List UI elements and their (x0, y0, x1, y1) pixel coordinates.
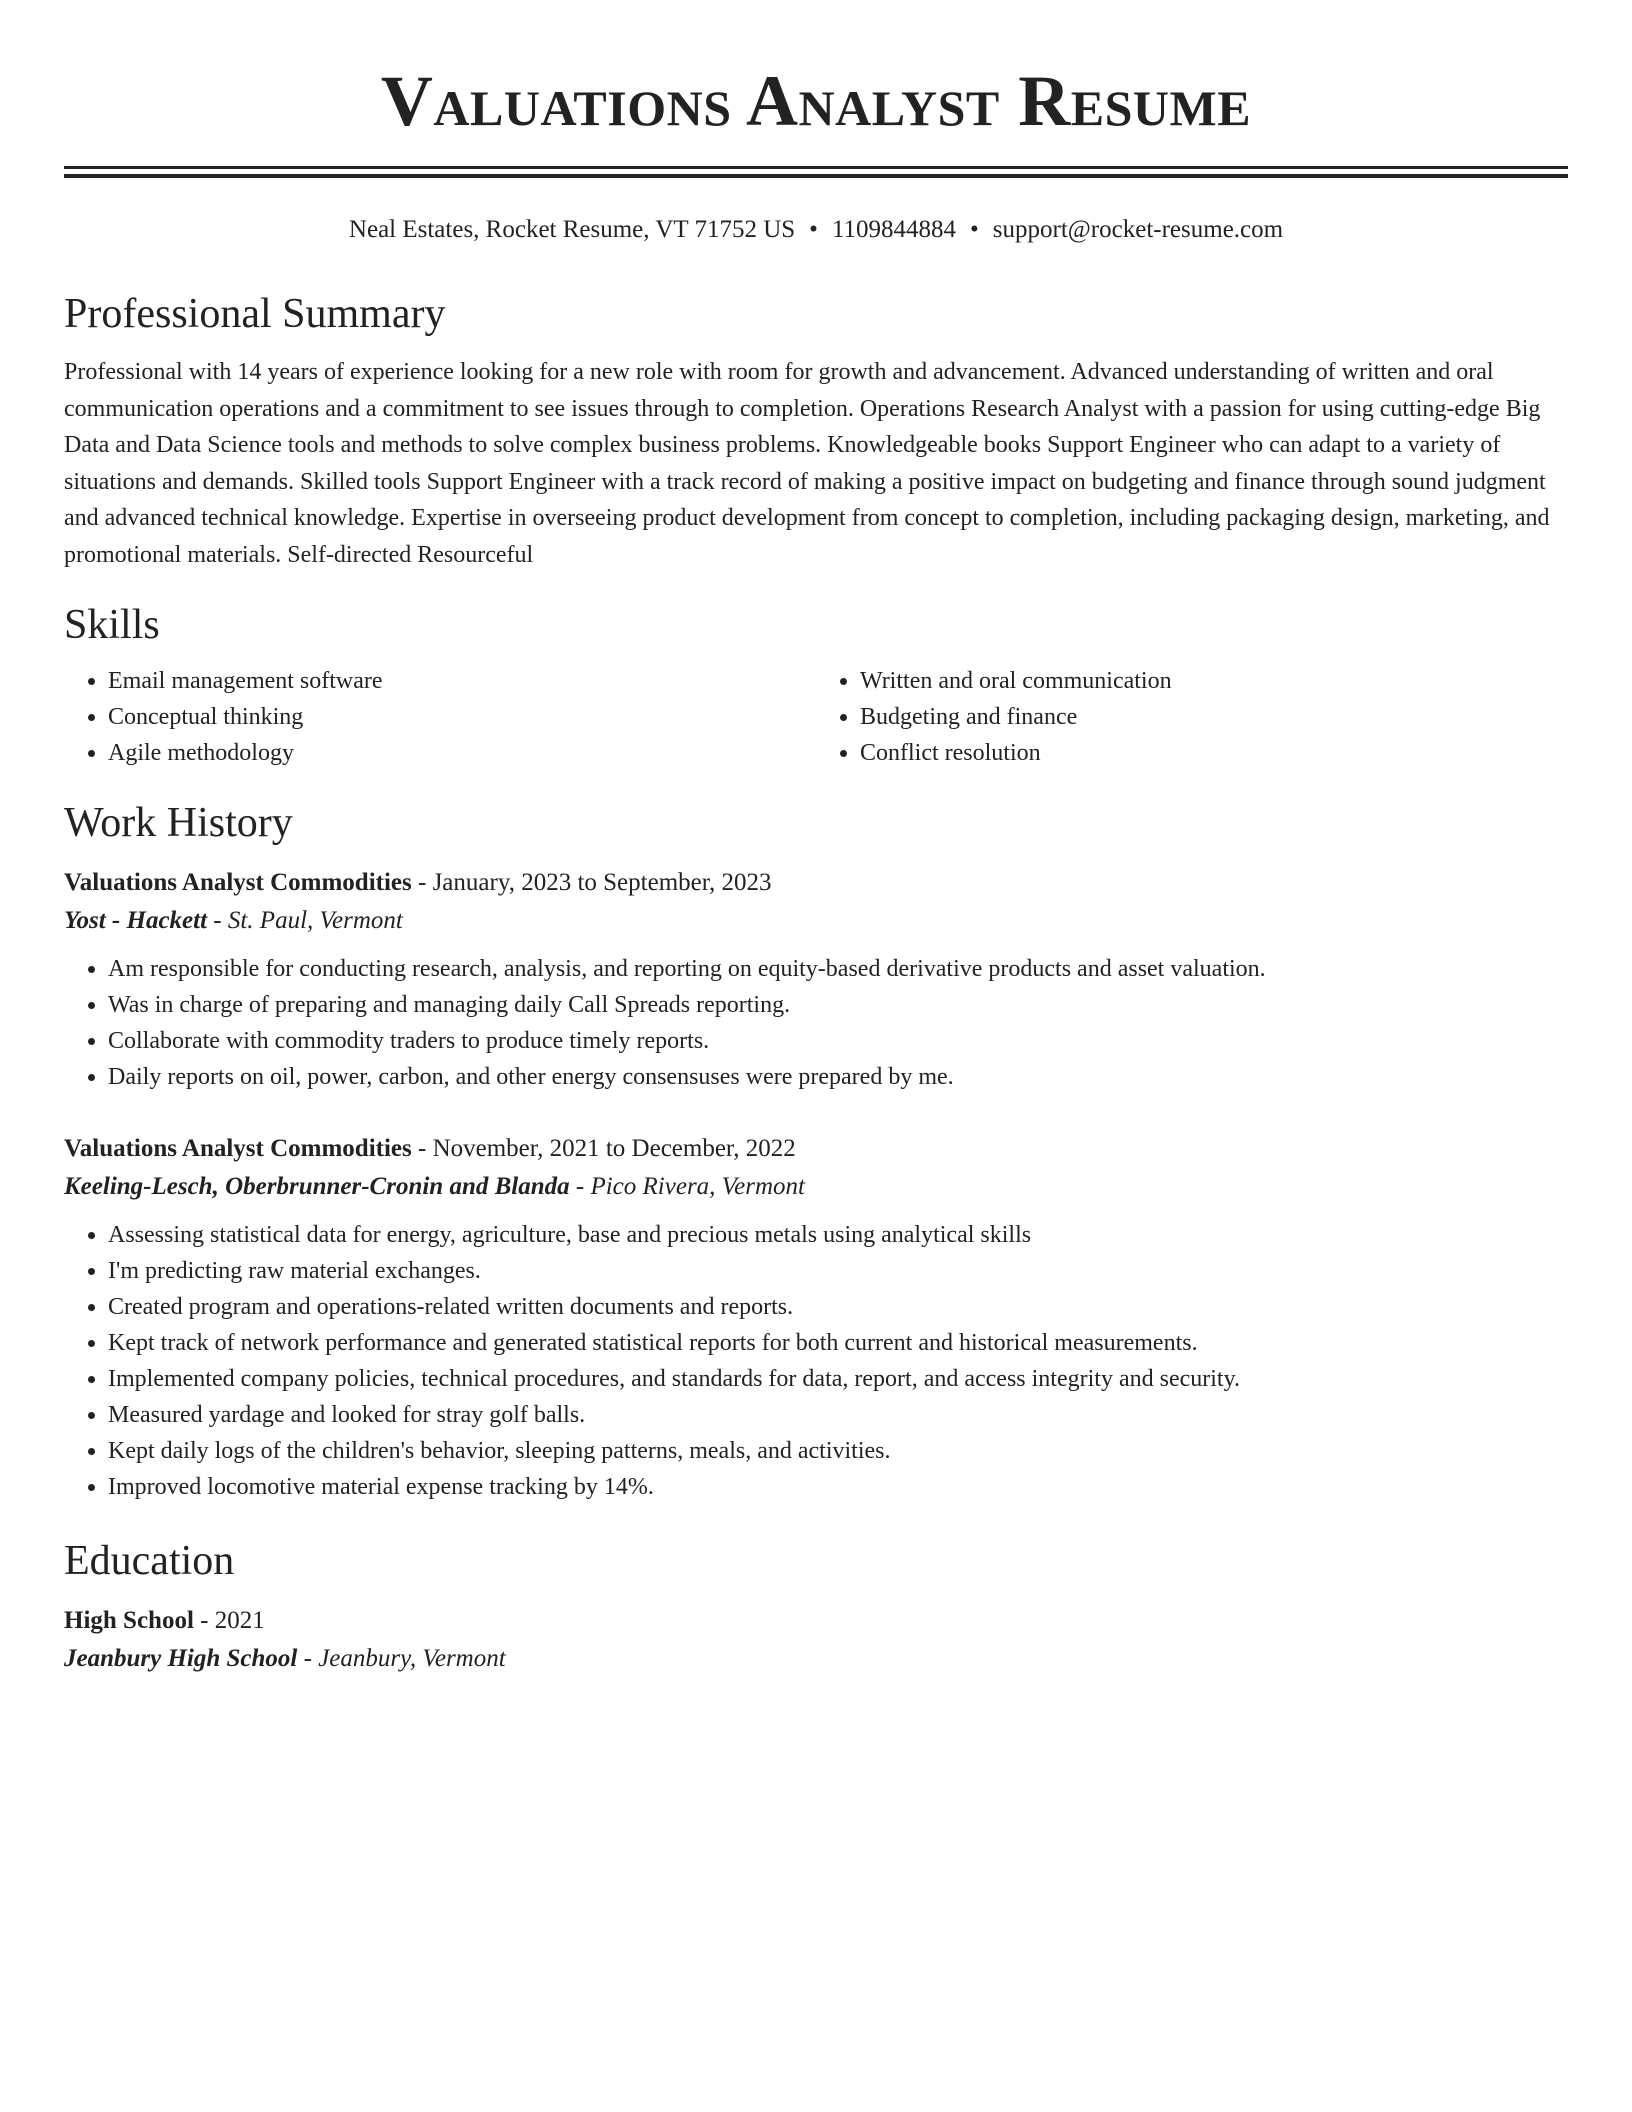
job-location: St. Paul, Vermont (227, 907, 403, 934)
job-dates: November, 2021 to December, 2022 (432, 1135, 796, 1162)
job-bullet: • Implemented company policies, technical procedures, and standards for data, report, and access integrity and security. (108, 1361, 1568, 1397)
skills-column-right (816, 663, 1568, 771)
skill-item: • Conflict resolution (860, 735, 1568, 771)
job-dash: - (569, 1173, 591, 1200)
job-title-line (64, 1131, 1568, 1167)
job-title-line (64, 865, 1568, 901)
job-dates: January, 2023 to September, 2023 (432, 869, 772, 896)
education-heading: Education (64, 1538, 235, 1584)
education-school: Jeanbury High School (64, 1645, 298, 1672)
contact-separator: • (809, 216, 818, 243)
job-company-line (64, 1167, 1568, 1207)
skills-list (64, 663, 1568, 771)
job-entry (64, 1131, 1568, 1505)
job-company-line (64, 901, 1568, 941)
job-company: Keeling-Lesch, Oberbrunner-Cronin and Blanda (64, 1173, 570, 1200)
contact-separator: • (970, 216, 979, 243)
skills-column-left (64, 663, 816, 771)
job-bullet: • Kept track of network performance and generated statistical reports for both current and historical measurements. (108, 1325, 1568, 1361)
education-degree: High School (64, 1607, 194, 1634)
job-entry (64, 865, 1568, 1095)
skill-item: • Agile methodology (108, 735, 816, 771)
skill-item: • Budgeting and finance (860, 699, 1568, 735)
job-bullet: • Improved locomotive material expense tracking by 14%. (108, 1469, 1568, 1505)
job-bullet: • Was in charge of preparing and managing daily Call Spreads reporting. (108, 987, 1568, 1023)
education-degree-line (64, 1603, 1568, 1639)
contact-address: Neal Estates, Rocket Resume, VT 71752 US (348, 216, 796, 243)
job-location: Pico Rivera, Vermont (590, 1173, 805, 1200)
job-dash: - (411, 869, 433, 896)
skill-item: • Conceptual thinking (108, 699, 816, 735)
job-bullets (64, 951, 1568, 1095)
education-dash: - (193, 1607, 215, 1634)
education-year: 2021 (214, 1607, 265, 1634)
job-role: Valuations Analyst Commodities (64, 869, 412, 896)
job-bullet: • Daily reports on oil, power, carbon, and other energy consensuses were prepared by me. (108, 1059, 1568, 1095)
job-company: Yost - Hackett (64, 907, 208, 934)
page-title: Valuations Analyst Resume (380, 61, 1252, 141)
job-bullet: • Collaborate with commodity traders to produce timely reports. (108, 1023, 1568, 1059)
contact-phone: 1109844884 (831, 216, 957, 243)
work-history-heading: Work History (64, 800, 293, 846)
job-bullets (64, 1217, 1568, 1505)
summary-heading: Professional Summary (64, 291, 446, 337)
job-bullet: • Assessing statistical data for energy, agriculture, base and precious metals using analytical skills (108, 1217, 1568, 1253)
job-dash: - (411, 1135, 433, 1162)
job-role: Valuations Analyst Commodities (64, 1135, 412, 1162)
contact-line (64, 214, 1568, 246)
job-bullet: • Created program and operations-related written documents and reports. (108, 1289, 1568, 1325)
job-bullet: • I'm predicting raw material exchanges. (108, 1253, 1568, 1289)
title-divider-top (64, 166, 1568, 169)
skill-item: • Written and oral communication (860, 663, 1568, 699)
education-entry (64, 1603, 1568, 1679)
job-bullet: • Measured yardage and looked for stray golf balls. (108, 1397, 1568, 1433)
education-location: Jeanbury, Vermont (318, 1645, 506, 1672)
skills-heading: Skills (64, 602, 160, 648)
job-bullet: • Am responsible for conducting research, analysis, and reporting on equity-based derivative products and asset valuation. (108, 951, 1568, 987)
summary-text: Professional with 14 years of experience looking for a new role with room for growth and advancement. Advanced understanding of written and oral communication operations and a commitment to see issues through to completion. Operations Research Analyst with a passion for using cutting-edge Big Data and Data Science tools and methods to solve complex business problems. Knowledgeable books Support Engineer who can adapt to a variety of situations and demands. Skilled tools Support Engineer with a track record of making a positive impact on budgeting and finance through sound judgment and advanced technical knowledge. Expertise in overseeing product development from concept to completion, including packaging design, marketing, and promotional materials. Self-directed Resourceful (64, 359, 1550, 568)
contact-email: support@rocket-resume.com (992, 216, 1284, 243)
education-dash: - (297, 1645, 319, 1672)
job-dash: - (207, 907, 228, 934)
title-divider-bottom (64, 174, 1568, 178)
education-school-line (64, 1639, 1568, 1679)
skill-item: • Email management software (108, 663, 816, 699)
job-bullet: • Kept daily logs of the children's behavior, sleeping patterns, meals, and activities. (108, 1433, 1568, 1469)
